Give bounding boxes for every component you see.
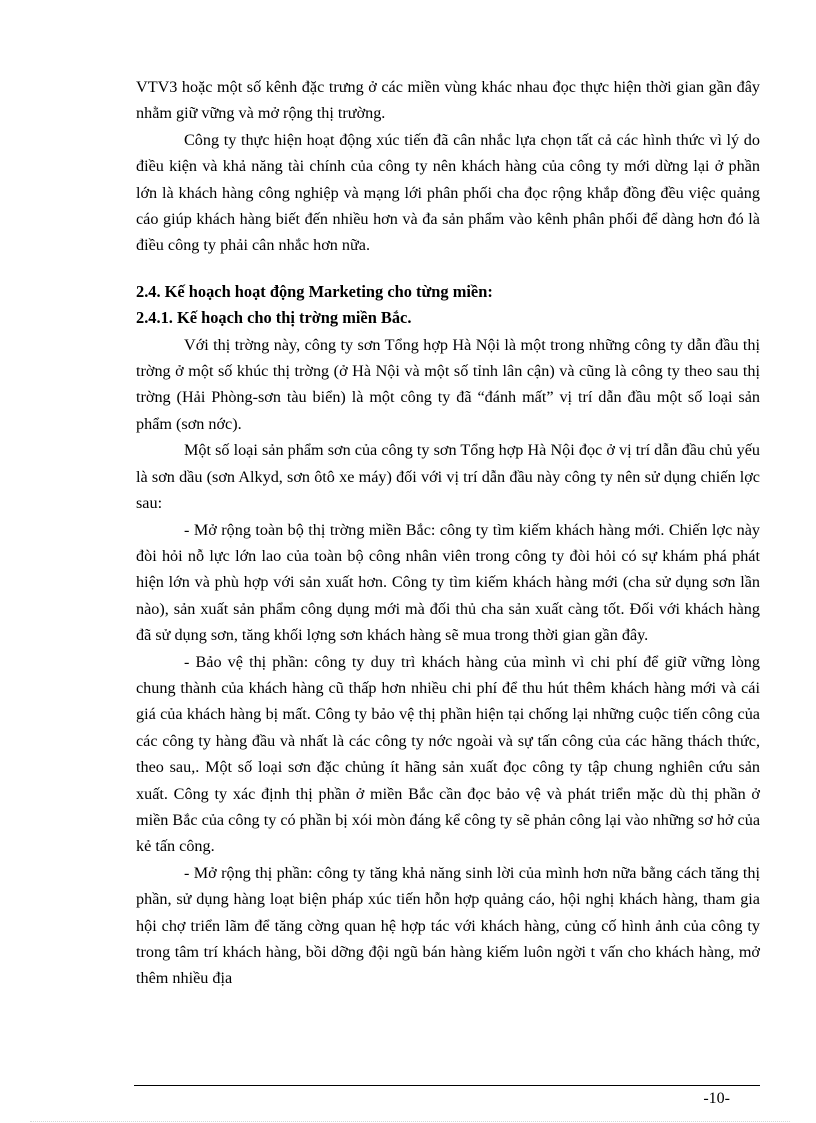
- paragraph: - Mở rộng toàn bộ thị trờng miền Bắc: công ty tìm kiếm khách hàng mới. Chiến lợc này đòi hỏi nỗ lực lớn lao của toàn bộ công nhân viên trong công ty đòi hỏi có sự khám phá phát hiện lớn và phù hợp với sản xuất hơn. Công ty tìm kiếm khách hàng mới (cha sử dụng sơn lần nào), sản xuất sản phẩm công dụng mới mà đối thủ cha sản xuất càng tốt. Đối với khách hàng đã sử dụng sơn, tăng khối lợng sơn khách hàng sẽ mua trong thời gian gần đây.: [136, 520, 760, 645]
- paragraph: Với thị trờng này, công ty sơn Tổng hợp Hà Nội là một trong những công ty dẫn đầu thị trờng ở một số khúc thị trờng (ở Hà Nội và một số tỉnh lân cận) và cũng là công ty theo sau thị trờng (Hải Phòng-sơn tàu biển) là một công ty đã “đánh mất” vị trí dẫn đầu một số loại sản phẩm (sơn nớc).: [136, 335, 760, 433]
- footer-divider: [134, 1085, 760, 1086]
- subsection-heading: 2.4.1. Kế hoạch cho thị trờng miền Bắc.: [136, 308, 412, 328]
- paragraph: VTV3 hoặc một số kênh đặc trưng ở các miền vùng khác nhau đọc thực hiện thời gian gần đây nhằm giữ vững và mở rộng thị trường.: [136, 78, 760, 123]
- section-heading: 2.4. Kế hoạch hoạt động Marketing cho từng miền:: [136, 281, 493, 301]
- paragraph: Một số loại sản phẩm sơn của công ty sơn Tổng hợp Hà Nội đọc ở vị trí dẫn đầu chủ yếu là sơn dầu (sơn Alkyd, sơn ôtô xe máy) đối với vị trí dẫn đầu này công ty nên sử dụng chiến lợc sau:: [136, 441, 760, 513]
- spacer: [136, 259, 760, 279]
- document-body: [136, 74, 760, 992]
- page-edge-divider: [30, 1121, 790, 1122]
- paragraph: - Bảo vệ thị phần: công ty duy trì khách hàng của mình vì chi phí để giữ vững lòng chung thành của khách hàng cũ thấp hơn nhiều chi phí để thu hút thêm khách hàng mới và cái giá của khách hàng bị mất. Công ty bảo vệ thị phần hiện tại chống lại những cuộc tiến công của các công ty hàng đầu và nhất là các công ty nớc ngoài và sự tấn công của các hãng thách thức, theo sau,. Một số loại sơn đặc chủng ít hãng sản xuất đọc công ty tập chung nghiên cứu sản xuất. Công ty xác định thị phần ở miền Bắc cần đọc bảo vệ và phát triển mặc dù thị phần ở miền Bắc của công ty có phần bị xói mòn đáng kể công ty sẽ phản công lại vào những sơ hở của kẻ tấn công.: [136, 652, 760, 856]
- paragraph: - Mở rộng thị phần: công ty tăng khả năng sinh lời của mình hơn nữa bằng cách tăng thị phần, sử dụng hàng loạt biện pháp xúc tiến hỗn hợp quảng cáo, hội nghị khách hàng, tham gia hội chợ triển lãm để tăng cờng quan hệ hợp tác với khách hàng, củng cố hình ảnh của công ty trong tâm trí khách hàng, bồi dỡng đội ngũ bán hàng kiếm luôn ngời t vấn cho khách hàng, mở thêm nhiều địa: [136, 863, 760, 988]
- page-number: -10-: [703, 1090, 730, 1107]
- paragraph: Công ty thực hiện hoạt động xúc tiến đã cân nhắc lựa chọn tất cả các hình thức vì lý do điều kiện và khả năng tài chính của công ty nên khách hàng của công ty mới dừng lại ở phần lớn là khách hàng công nghiệp và mạng lới phân phối cha đọc rộng khắp đồng đều việc quảng cáo giúp khách hàng biết đến nhiều hơn và đa sản phẩm vào kênh phân phối để dàng hơn đó là điều công ty phải cân nhắc hơn nữa.: [136, 130, 760, 255]
